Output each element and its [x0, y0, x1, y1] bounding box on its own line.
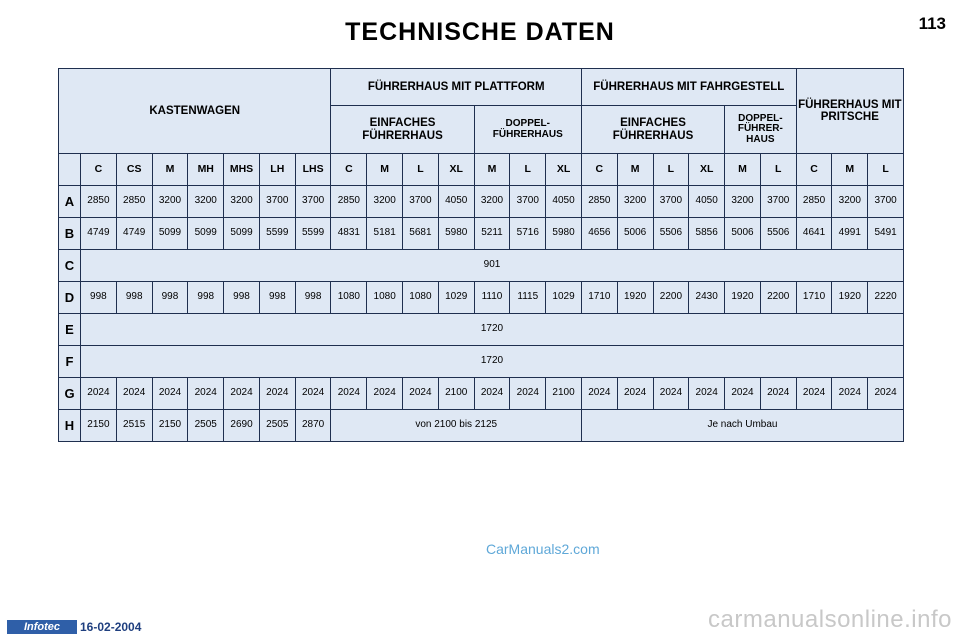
row-label: A	[59, 186, 81, 218]
table-cell: 2220	[868, 282, 904, 314]
row-label: E	[59, 314, 81, 346]
row-label: G	[59, 378, 81, 410]
table-cell: 4831	[331, 218, 367, 250]
table-cell: 3200	[832, 186, 868, 218]
table-cell: 2505	[188, 410, 224, 442]
corner-cell	[59, 154, 81, 186]
column-header: XL	[438, 154, 474, 186]
table-cell: 2150	[81, 410, 117, 442]
span-value-c: 901	[81, 250, 904, 282]
column-header: M	[617, 154, 653, 186]
table-cell: 2024	[81, 378, 117, 410]
table-cell: 2100	[546, 378, 582, 410]
column-header: LHS	[295, 154, 331, 186]
table-cell: 998	[224, 282, 260, 314]
table-cell: 2515	[116, 410, 152, 442]
table-cell: 5599	[259, 218, 295, 250]
column-header: M	[367, 154, 403, 186]
row-label: C	[59, 250, 81, 282]
table-cell: 1710	[796, 282, 832, 314]
table-cell: 2024	[331, 378, 367, 410]
table-cell: 3700	[868, 186, 904, 218]
page-title: TECHNISCHE DATEN	[345, 18, 615, 46]
header-row-columns	[59, 154, 904, 186]
table-cell: 2200	[653, 282, 689, 314]
table-cell: 5980	[438, 218, 474, 250]
table-row-g	[59, 378, 904, 410]
table-cell: 4050	[689, 186, 725, 218]
page-number: 113	[918, 14, 946, 33]
column-header: XL	[546, 154, 582, 186]
column-header: L	[653, 154, 689, 186]
table-cell: 5491	[868, 218, 904, 250]
group-fahrgestell: FÜHRERHAUS MIT FAHRGESTELL	[581, 69, 796, 106]
table-cell: 2024	[367, 378, 403, 410]
table-row-b	[59, 218, 904, 250]
column-header: M	[474, 154, 510, 186]
table-cell: 3700	[760, 186, 796, 218]
group-kastenwagen: KASTENWAGEN	[59, 69, 331, 154]
table-cell: 2200	[760, 282, 796, 314]
table-cell: 3200	[474, 186, 510, 218]
table-cell: 1920	[617, 282, 653, 314]
table-cell: 1029	[438, 282, 474, 314]
span-value-e: 1720	[81, 314, 904, 346]
column-header: C	[81, 154, 117, 186]
table-cell: 5006	[617, 218, 653, 250]
table-cell: 2150	[152, 410, 188, 442]
table-cell: 998	[116, 282, 152, 314]
table-cell: 5181	[367, 218, 403, 250]
column-header: L	[403, 154, 439, 186]
row-label: F	[59, 346, 81, 378]
table-cell: 1110	[474, 282, 510, 314]
column-header: M	[725, 154, 761, 186]
table-cell: 2024	[224, 378, 260, 410]
table-cell: 3700	[295, 186, 331, 218]
table-cell: 3700	[653, 186, 689, 218]
table-cell: 5506	[653, 218, 689, 250]
group-plattform: FÜHRERHAUS MIT PLATTFORM	[331, 69, 581, 106]
column-header: L	[868, 154, 904, 186]
table-cell: 3200	[188, 186, 224, 218]
infotec-logo: Infotec	[7, 620, 77, 634]
span-value-f: 1720	[81, 346, 904, 378]
table-cell: 1115	[510, 282, 546, 314]
table-cell: 1029	[546, 282, 582, 314]
table-cell: 4991	[832, 218, 868, 250]
table-cell: 2024	[259, 378, 295, 410]
table-cell: 2024	[796, 378, 832, 410]
table-cell: 4050	[546, 186, 582, 218]
column-header: MH	[188, 154, 224, 186]
table-cell: 2024	[689, 378, 725, 410]
technical-data-table	[58, 68, 904, 442]
table-cell: 2024	[760, 378, 796, 410]
table-row-h	[59, 410, 904, 442]
column-header: CS	[116, 154, 152, 186]
table-cell: 5099	[188, 218, 224, 250]
table-cell: 4641	[796, 218, 832, 250]
table-cell: 3200	[367, 186, 403, 218]
table-cell: 998	[152, 282, 188, 314]
table-cell: 998	[81, 282, 117, 314]
watermark-text: CarManuals2.com	[486, 541, 600, 557]
table-cell: 2024	[403, 378, 439, 410]
table-cell: 3700	[403, 186, 439, 218]
column-header: C	[331, 154, 367, 186]
table-cell: 5856	[689, 218, 725, 250]
column-header: L	[510, 154, 546, 186]
table-cell: 2024	[581, 378, 617, 410]
subgroup-plattform-einfach: EINFACHES FÜHRERHAUS	[331, 106, 474, 154]
table-row-e	[59, 314, 904, 346]
table-cell: 3200	[725, 186, 761, 218]
table-cell: 1080	[403, 282, 439, 314]
column-header: XL	[689, 154, 725, 186]
table-cell: 2024	[653, 378, 689, 410]
group-pritsche: FÜHRERHAUS MIT PRITSCHE	[796, 69, 903, 154]
table-cell: 998	[259, 282, 295, 314]
span-value-h-plattform: von 2100 bis 2125	[331, 410, 581, 442]
table-cell: 3700	[259, 186, 295, 218]
table-cell: 2024	[510, 378, 546, 410]
table-row-f	[59, 346, 904, 378]
table-cell: 4749	[116, 218, 152, 250]
table-cell: 2850	[331, 186, 367, 218]
column-header: C	[796, 154, 832, 186]
table-cell: 5599	[295, 218, 331, 250]
table-cell: 2024	[152, 378, 188, 410]
table-row-c	[59, 250, 904, 282]
footer-site: carmanualsonline.info	[708, 606, 952, 633]
table-cell: 2850	[81, 186, 117, 218]
table-cell: 5099	[152, 218, 188, 250]
table-cell: 2690	[224, 410, 260, 442]
table-cell: 2024	[617, 378, 653, 410]
table-cell: 2850	[581, 186, 617, 218]
table-cell: 4656	[581, 218, 617, 250]
table-cell: 2024	[295, 378, 331, 410]
table-cell: 2024	[474, 378, 510, 410]
table-cell: 2024	[116, 378, 152, 410]
column-header: L	[760, 154, 796, 186]
table-cell: 2430	[689, 282, 725, 314]
column-header: M	[152, 154, 188, 186]
table-cell: 4050	[438, 186, 474, 218]
table-cell: 2850	[796, 186, 832, 218]
table-cell: 5980	[546, 218, 582, 250]
table-cell: 2870	[295, 410, 331, 442]
column-header: M	[832, 154, 868, 186]
column-header: C	[581, 154, 617, 186]
table-cell: 5681	[403, 218, 439, 250]
table-cell: 2024	[868, 378, 904, 410]
subgroup-plattform-doppel: DOPPEL-FÜHRERHAUS	[474, 106, 581, 154]
table-cell: 1920	[725, 282, 761, 314]
header-row-groups	[59, 69, 904, 106]
table-cell: 998	[295, 282, 331, 314]
table-cell: 1710	[581, 282, 617, 314]
span-value-h-rest: Je nach Umbau	[581, 410, 903, 442]
table-cell: 2024	[725, 378, 761, 410]
row-label: H	[59, 410, 81, 442]
table-cell: 1920	[832, 282, 868, 314]
table-cell: 2024	[832, 378, 868, 410]
table-cell: 5506	[760, 218, 796, 250]
table-cell: 3200	[617, 186, 653, 218]
table-cell: 5211	[474, 218, 510, 250]
table-cell: 3700	[510, 186, 546, 218]
table-cell: 5006	[725, 218, 761, 250]
table-cell: 4749	[81, 218, 117, 250]
subgroup-fahrgestell-doppel: DOPPEL-FÜHRER-HAUS	[725, 106, 797, 154]
row-label: B	[59, 218, 81, 250]
table-cell: 1080	[367, 282, 403, 314]
row-label: D	[59, 282, 81, 314]
table-cell: 5099	[224, 218, 260, 250]
table-cell: 2850	[116, 186, 152, 218]
table-cell: 998	[188, 282, 224, 314]
footer-date: 16-02-2004	[80, 620, 142, 634]
subgroup-fahrgestell-einfach: EINFACHES FÜHRERHAUS	[581, 106, 724, 154]
table-row-a	[59, 186, 904, 218]
table-cell: 2505	[259, 410, 295, 442]
table-cell: 2100	[438, 378, 474, 410]
table-cell: 3200	[224, 186, 260, 218]
table-cell: 1080	[331, 282, 367, 314]
column-header: MHS	[224, 154, 260, 186]
table-cell: 5716	[510, 218, 546, 250]
column-header: LH	[259, 154, 295, 186]
table-row-d	[59, 282, 904, 314]
table-cell: 2024	[188, 378, 224, 410]
table-cell: 3200	[152, 186, 188, 218]
